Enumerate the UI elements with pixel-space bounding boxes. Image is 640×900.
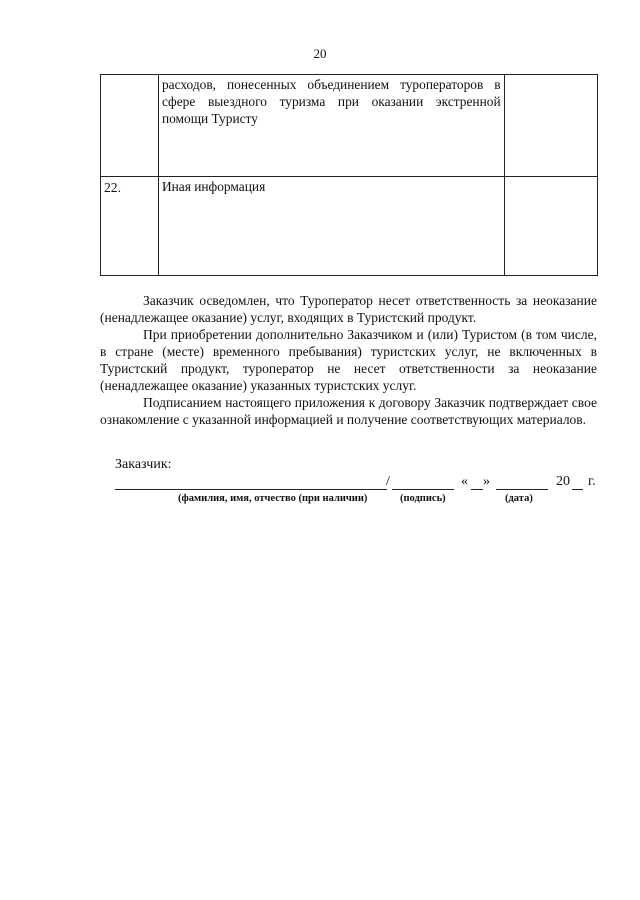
paragraph-responsibility: Заказчик осведомлен, что Туроператор несет ответственность за неоказание (ненадлежащее оказание) услуг, входящих в Туристский продукт. [100,293,597,325]
name-line [115,489,387,490]
paragraph-acknowledgement: Подписанием настоящего приложения к договору Заказчик подтверждает свое ознакомление с указанной информацией и получение соответствующих материалов. [100,395,597,427]
quote-close: » [483,474,490,489]
day-line [471,489,483,490]
slash: / [386,474,390,489]
signature-line [392,489,454,490]
year-prefix: 20 [556,474,570,489]
caption-full-name: (фамилия, имя, отчество (при наличии) [178,493,368,504]
table-row [101,75,598,177]
row-number-cell [101,75,159,177]
year-suffix: г. [588,474,596,489]
row-text-cell: Иная информация [158,177,504,276]
month-line [496,489,548,490]
caption-signature: (подпись) [400,493,446,504]
row-empty-cell [504,75,597,177]
year-line [572,489,583,490]
customer-label: Заказчик: [115,457,172,472]
page-number: 20 [313,46,327,61]
caption-date: (дата) [505,493,533,504]
quote-open: « [461,474,468,489]
row-number-cell: 22. [101,177,159,276]
paragraph-additional-services: При приобретении дополнительно Заказчиком и (или) Туристом (в том числе, в стране (месте) временного пребывания) туристских услуг, не включенных в Туристский продукт, туроператор не несет ответственности за неоказание (ненадлежащее оказание) указанных туристских услуг. [100,327,597,393]
row-empty-cell [504,177,597,276]
row-text-cell: расходов, понесенных объединением туроператоров в сфере выездного туризма при оказании экстренной помощи Туристу [158,75,504,177]
table-row [101,177,598,276]
info-table [100,74,598,276]
